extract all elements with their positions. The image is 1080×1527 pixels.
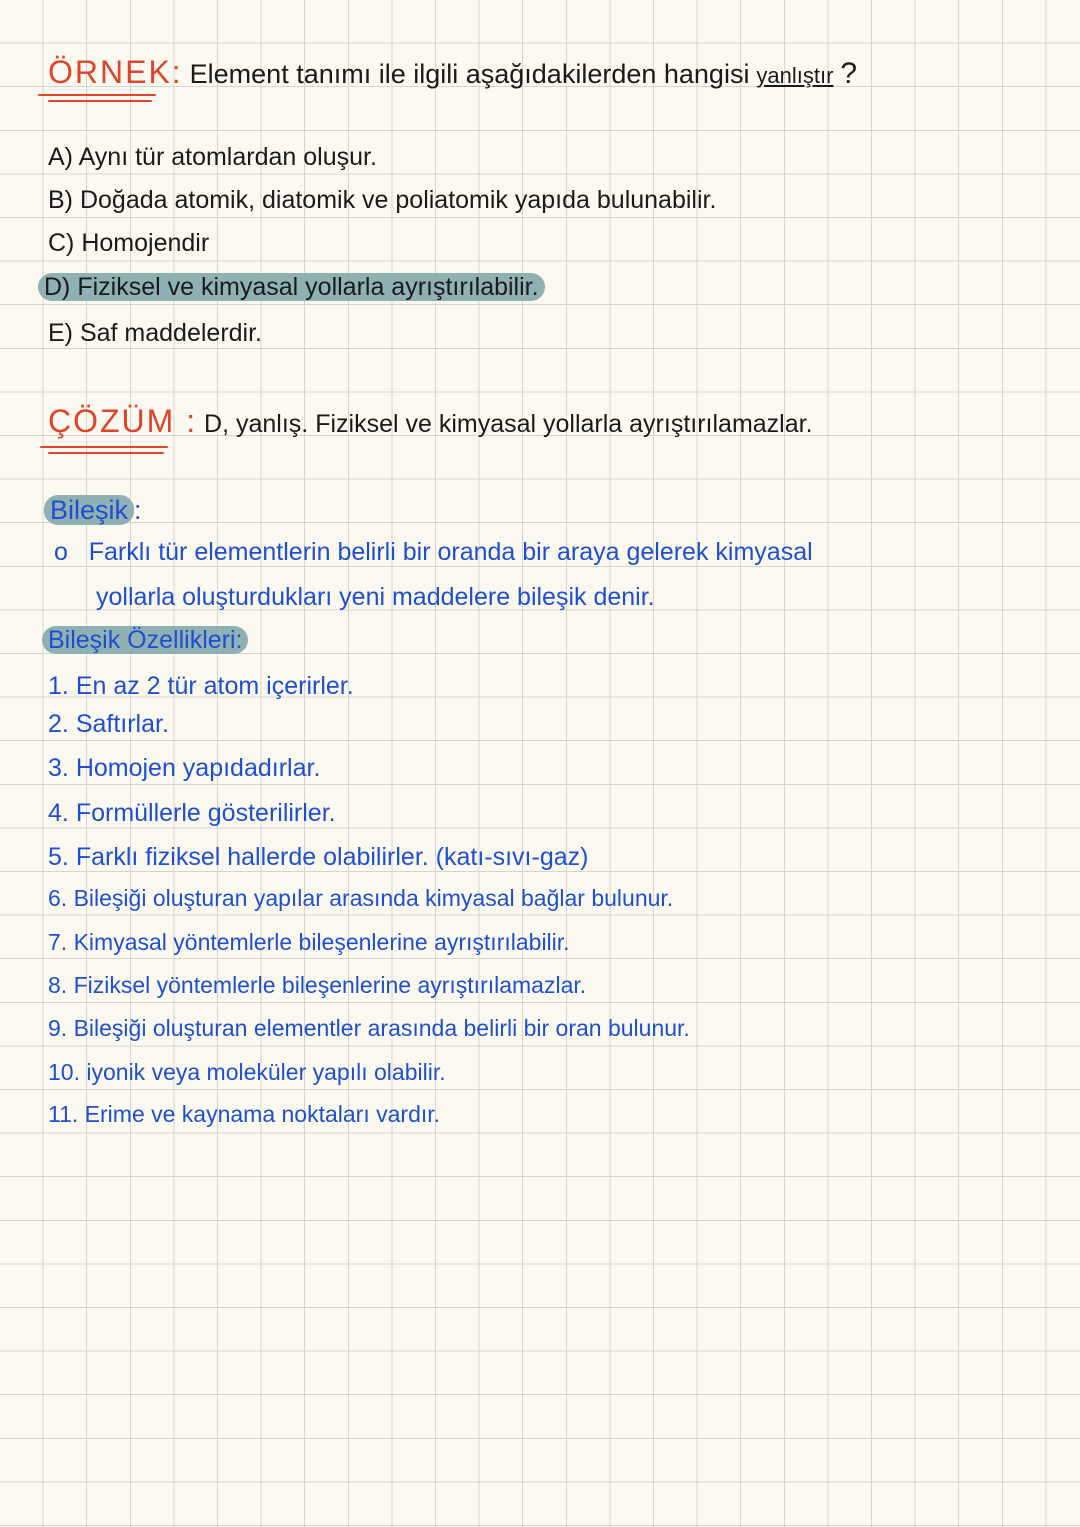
label-underline: [38, 94, 156, 96]
bullet: o: [54, 538, 68, 566]
list-item: 11. Erime ve kaynama noktaları vardır.: [48, 1101, 441, 1127]
question-text: Element tanımı ile ilgili aşağıdakilerden hangisi: [189, 59, 750, 89]
example-label: ÖRNEK:: [48, 54, 183, 90]
option-e: E) Saf maddelerdir.: [48, 319, 262, 347]
list-item: 6. Bileşiği oluşturan yapılar arasında kimyasal bağlar bulunur.: [48, 885, 674, 911]
question-emphasis: yanlıştır: [756, 63, 834, 88]
list-item: 5. Farklı fiziksel hallerde olabilirler. (katı-sıvı-gaz): [48, 843, 589, 871]
solution-text: D, yanlış. Fiziksel ve kimyasal yollarla ayrıştırılamazlar.: [204, 410, 813, 438]
definition-line-1: o Farklı tür elementlerin belirli bir oranda bir araya gelerek kimyasal: [54, 538, 813, 566]
list-item: 3. Homojen yapıdadırlar.: [48, 754, 321, 782]
list-item: 7. Kimyasal yöntemlerle bileşenlerine ayrıştırılabilir.: [48, 929, 570, 955]
definition-line-2: yollarla oluşturdukları yeni maddelere bileşik denir.: [96, 583, 655, 611]
label-underline: [40, 446, 168, 448]
option-c: C) Homojendir: [48, 229, 210, 257]
properties-heading: Bileşik Özellikleri:: [42, 624, 248, 656]
label-underline: [48, 452, 164, 454]
list-item: 1. En az 2 tür atom içerirler.: [48, 672, 354, 700]
list-item: 2. Saftırlar.: [48, 710, 169, 738]
label-underline: [48, 100, 152, 102]
list-item: 9. Bileşiği oluşturan elementler arasında belirli bir oran bulunur.: [48, 1015, 690, 1041]
solution-line: [48, 405, 813, 440]
option-b: B) Doğada atomik, diatomik ve poliatomik yapıda bulunabilir.: [48, 186, 717, 214]
list-item: 8. Fiziksel yöntemlerle bileşenlerine ayrıştırılamazlar.: [48, 972, 587, 998]
option-d-highlighted: D) Fiziksel ve kimyasal yollarla ayrıştırılabilir.: [38, 271, 545, 303]
solution-label: ÇÖZÜM :: [48, 403, 198, 439]
list-item: 10. iyonik veya moleküler yapılı olabilir.: [48, 1059, 446, 1085]
question-mark: ?: [840, 57, 858, 90]
compound-heading: Bileşik :: [44, 494, 142, 526]
option-a: A) Aynı tür atomlardan oluşur.: [48, 143, 377, 171]
example-title: [48, 56, 857, 92]
list-item: 4. Formüllerle gösterilirler.: [48, 799, 336, 827]
